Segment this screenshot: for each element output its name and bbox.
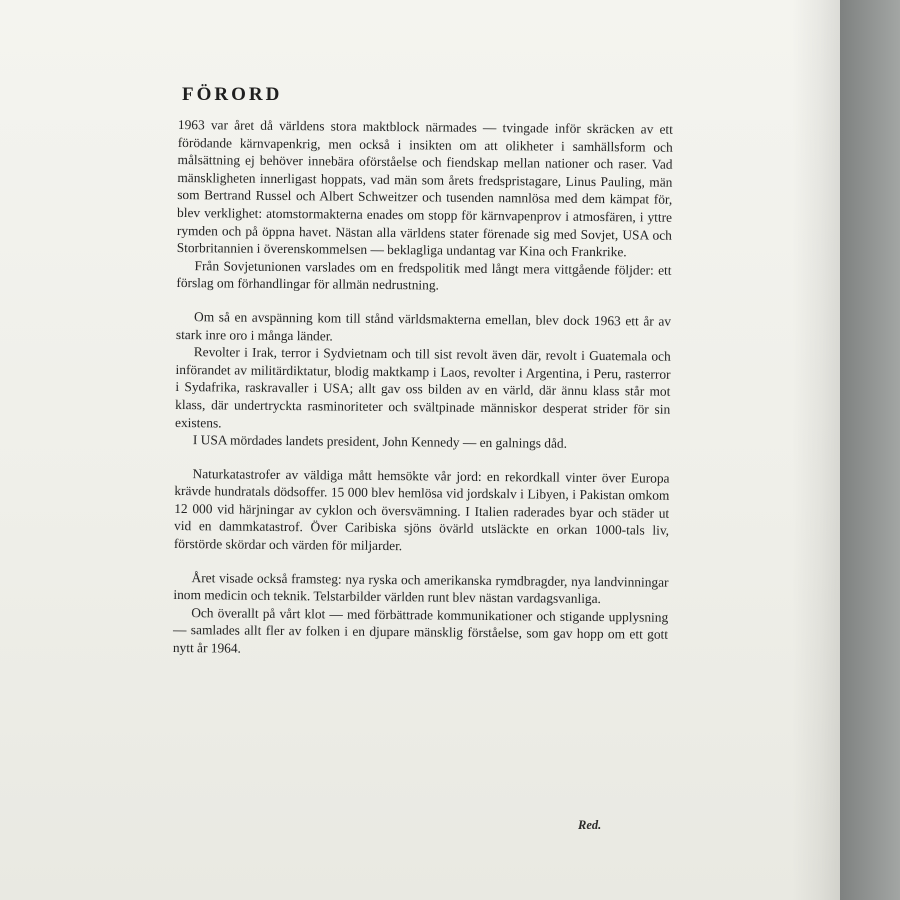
paragraph-3: Om så en avspänning kom till stånd världsmakterna emellan, blev dock 1963 ett år av stark inre oro i många länder.: [175, 309, 672, 344]
paragraph-7: Året visade också framsteg: nya ryska och amerikanska rymdbragder, nya landvinningar inom medicin och teknik. Telstarbilder världen runt blev nästan vardagsvanliga.: [173, 569, 669, 607]
paragraph-8: Och överallt på vårt klot — med förbättrade kommunikationer och stigande upplysning — samlades allt fler av folken i en djupare mänsklig förståelse, som gav hopp om ett gott nytt år 1964.: [172, 604, 669, 656]
signature: Red.: [578, 818, 602, 832]
backdrop: [840, 0, 900, 900]
page-title: FÖRORD: [182, 84, 283, 105]
body-text: [173, 116, 673, 661]
page-edge-shadow: [792, 0, 840, 900]
paragraph-1: 1963 var året då världens stora maktblock närmades — tvingade inför skräcken av ett förödande kärnvapenkrig, men också i insikten om att olikheter i samhällsform och målsättning ej behöver innebära oförståelse och fiendskap mellan nationer och raser. Vad mänskligheten innerligast hoppats, vad män som årets fredspristagare, Linus Pauling, män som Bertrand Russel och Albert Schweitzer och tusenden namnlösa med dem kämpat för, blev verklighet: atomstormakterna enades om stopp för kärnvapenprov i atmosfären, i yttre rymden och på öppna havet. Nästan alla världens stater förenade sig med Sovjet, USA och Storbritannien i överenskommelsen — beklagliga undantag var Kina och Frankrike.: [176, 116, 673, 260]
paragraph-4: Revolter i Irak, terror i Sydvietnam och till sist revolt även där, revolt i Guatemala och införandet av militärdiktatur, blodig maktkamp i Laos, revolter i Argentina, i Peru, rasterror i Sydafrika, raskravaller i USA; allt gav oss bilden av en värld, där ännu klass står mot klass, där undertryckta rasminoriteter och svältpinade människor desperat strider för sin existens.: [174, 344, 671, 430]
paragraph-6: Naturkatastrofer av väldiga mått hemsökte vår jord: en rekordkall vinter över Europa krävde hundratals dödsoffer. 15 000 blev hemlösa vid jordskalv i Libyen, i Pakistan omkom 12 000 vid härjningar av cyklon och översvämning. I Italien raderades byar och städer ut vid en dammkatastrof. Över Caribiska sjöns övärld utsläckte en orkan 1000-tals liv, förstörde skördar och värden för miljarder.: [173, 465, 670, 554]
paragraph-2: Från Sovjetunionen varslades om en fredspolitik med långt mera vittgående följder: ett förslag om förhandlingar för allmän nedrustning.: [176, 257, 672, 293]
paragraph-5: I USA mördades landets president, John Kennedy — en galnings dåd.: [192, 432, 568, 451]
